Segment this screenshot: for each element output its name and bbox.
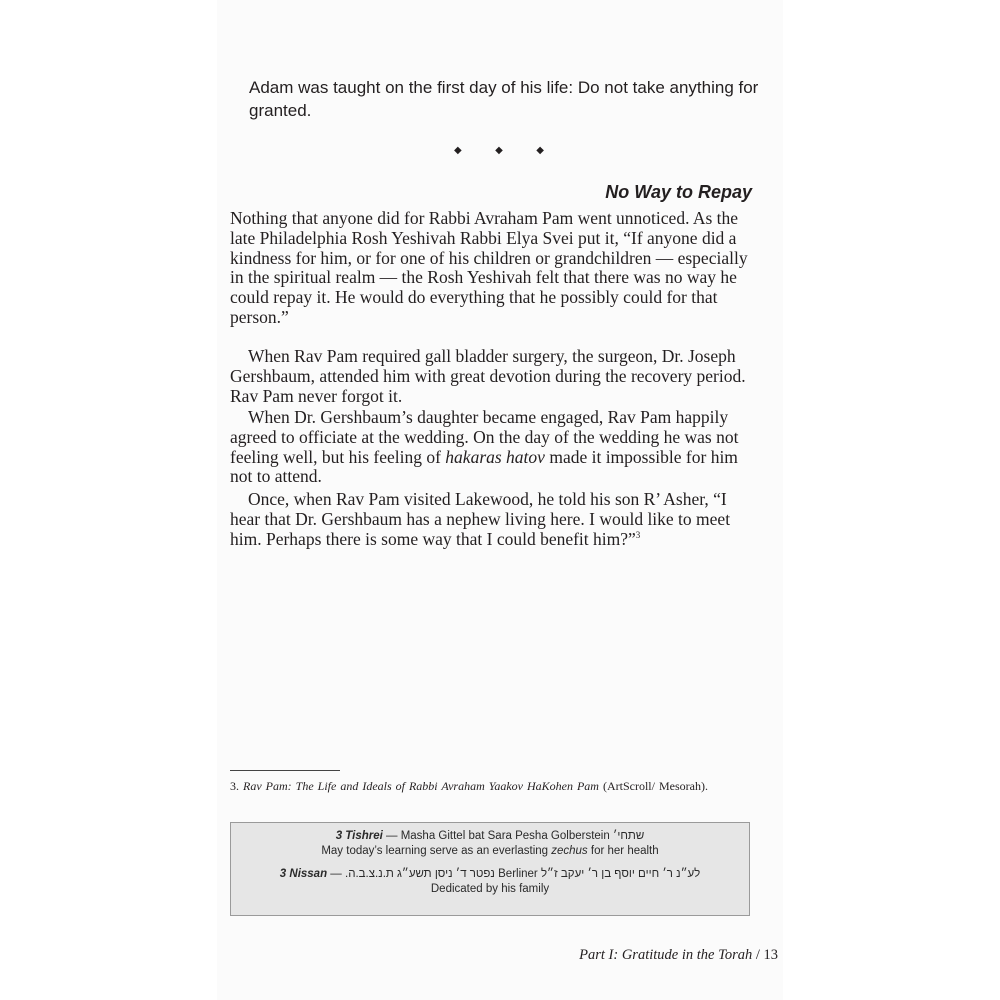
dedication-hebrew-1: שתחי׳ <box>612 830 645 842</box>
diamond-ornament-2: ◆ <box>495 144 503 156</box>
dedication-wish-start: May today’s learning serve as an everlasting <box>321 845 552 857</box>
footnote-book-title: Rav Pam: The Life and Ideals of Rabbi Avraham Yaakov HaKohen Pam <box>243 779 599 793</box>
running-footer <box>579 946 778 964</box>
page-number: / 13 <box>752 947 778 963</box>
paragraph-4-text: Once, when Rav Pam visited Lakewood, he told his son R’ Asher, “I hear that Dr. Gershbaum has a nephew living here. I would like to meet him. Perhaps there is some way that I could benefit him?” <box>230 489 731 549</box>
dedication-wish-italic: zechus <box>551 845 588 857</box>
footnote-number: 3. <box>230 779 239 793</box>
paragraph-3 <box>230 408 756 487</box>
dedication-separator: — <box>327 868 345 880</box>
dedication-hebrew-2: נפטר ד׳ ניסן תשע״ג ת.נ.צ.ב.ה. <box>345 868 495 880</box>
dedication-line-3 <box>231 867 749 882</box>
dedication-line-4: Dedicated by his family <box>430 883 550 895</box>
section-separator <box>454 142 544 158</box>
dedication-box <box>230 822 750 916</box>
footnote-publisher: (ArtScroll/ Mesorah). <box>598 779 708 793</box>
section-title: No Way to Repay <box>605 182 752 202</box>
paragraph-2: When Rav Pam required gall bladder surgery, the surgeon, Dr. Joseph Gershbaum, attended him with great devotion during the recovery period. Rav Pam never forgot it. <box>230 346 746 406</box>
paragraph-3-start: When Dr. Gershbaum’s daughter became engaged, Rav Pam happily agreed to officiate at the wedding. On the day of the wedding he was not feeling well, but his feeling of <box>230 407 739 467</box>
paragraph-4 <box>230 490 756 549</box>
dedication-hebrew-3: לע״נ ר׳ חיים יוסף בן ר׳ יעקב ז״ל <box>540 868 701 880</box>
dedication-date-1: 3 Tishrei <box>335 830 383 842</box>
dedication-surname: Berliner <box>498 868 538 880</box>
footnote-marker: 3 <box>635 529 641 540</box>
dedication-line-2 <box>231 844 749 859</box>
diamond-ornament-1: ◆ <box>454 144 462 156</box>
intro-paragraph: Adam was taught on the first day of his life: Do not take anything for granted. <box>249 78 759 120</box>
running-footer-title: Part I: Gratitude in the Torah <box>579 947 753 963</box>
paragraph-3-end: made it impossible for him not to attend. <box>230 446 738 487</box>
diamond-ornament-3: ◆ <box>536 144 544 156</box>
paragraph-3-italic-term: hakaras hatov <box>445 446 545 467</box>
dedication-wish-end: for her health <box>587 845 659 857</box>
paragraph-1: Nothing that anyone did for Rabbi Avraham Pam went unnoticed. As the late Philadelphia Rosh Yeshivah Rabbi Elya Svei put it, “If anyone did a kindness for him, or for one of his children or grandchildren — especially in the spiritual realm — the Rosh Yeshivah felt that there was no way he could repay it. He would do everything that he possibly could for that person.” <box>230 208 748 327</box>
dedication-date-2: 3 Nissan <box>279 868 328 880</box>
dedication-line-1 <box>231 829 749 844</box>
dedication-name-1: — Masha Gittel bat Sara Pesha Golberstein <box>382 830 613 842</box>
footnote-divider <box>230 770 340 771</box>
footnote <box>230 778 756 794</box>
